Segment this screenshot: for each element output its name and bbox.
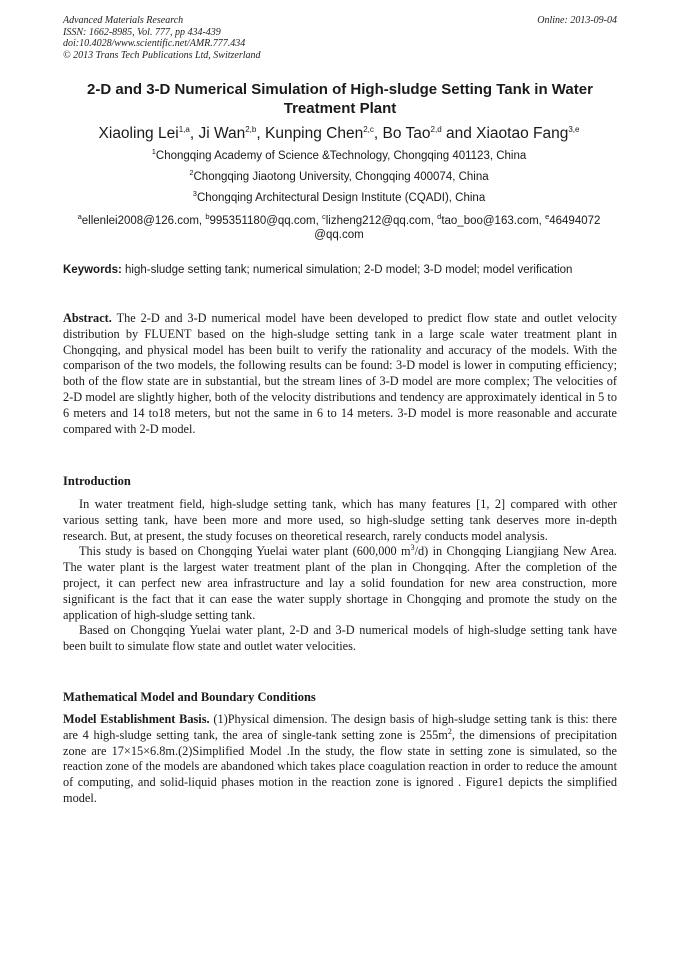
online-date: Online: 2013-09-04 [537,15,617,26]
affiliation: $^3$Chongqing Architectural Design Institute (CQADI), China [192,189,486,204]
abstract: Abstract. The 2-D and 3-D numerical model have been developed to predict flow state and outlet velocity distribution by FLUENT based on the high-sludge setting tank in a large scale water treatment plant in Chongqing, and physical model has been built to verify the rationality and accuracy of the models. With the comparison of the two models, the following results can be found: 3-D model is lower in computing efficiency; both of the flow state are in substantial, but the stream lines of 3-D model are more complex; The velocities of 2-D model are slightly higher, both of the velocity distributions and tendency are approximately identical in 5 to 6 meters and 14 to18 meters, but not the same in 6 to 14 meters. 3-D model is more reasonable and accurate compared with 2-D model. [63,311,617,436]
issn: ISSN: 1662-8985, Vol. 777, pp 434-439 [63,26,221,38]
author: Ji Wan$^{2,b}$, [198,124,265,142]
paragraph: Based on Chongqing Yuelai water plant, 2-D and 3-D numerical models of high-sludge setting tank have been built to simulate flow state and outlet water velocities. [63,623,617,654]
affiliation: $^1$Chongqing Academy of Science &Technology, Chongqing 401123, China [151,147,527,162]
author: Kunping Chen$^{2,c}$, [264,124,383,142]
affiliation: $^2$Chongqing Jiaotong University, Chongqing 400074, China [189,168,489,183]
paragraph: In water treatment field, high-sludge setting tank, which has many features [1, 2] compared with other various setting tank, have been more and more used, so high-sludge setting tank deserves more in-depth research. But, at present, the study focuses on theoretical research, rarely conducts model analysis. [63,497,617,543]
journal-header [63,15,617,61]
math-model-body [63,712,617,807]
paper-title: 2-D and 3-D Numerical Simulation of High-sludge Setting Tank in Water Treatment Plant [87,81,593,117]
keywords-label: Keywords: [63,264,122,276]
section-heading: Mathematical Model and Boundary Conditions [63,690,316,704]
author: Xiaoling Lei$^{1,a}$, [98,124,199,142]
abstract-label: Abstract. [63,311,112,325]
doi: doi:10.4028/www.scientific.net/AMR.777.434 [63,38,246,49]
journal-name: Advanced Materials Research [63,15,184,26]
paragraph: This study is based on Chongqing Yuelai water plant (600,000 $m^3/d$) in Chongqing Liangjiang New Area. The water plant is the largest water treatment plant of the plan in Chongqing. After the completion of the project, it can perfect new area infrastructure and lay a solid foundation for new area construction, more significant is the fact that it can ease the water supply shortage in Chongqing and promote the study on the application of high-sludge setting tank. [63,543,617,622]
keywords: Keywords: high-sludge setting tank; numerical simulation; 2-D model; 3-D model; model verification [63,264,573,276]
author: Bo Tao$^{2,d}$ and [382,124,477,142]
author-list [40,124,638,144]
paragraph: Model Establishment Basis. (1)Physical dimension. The design basis of high-sludge setting tank is this: there are 4 high-sludge setting tank, the area of single-tank setting zone is $255m^2$, the dimensions of precipitation zone are 17×15×6.8m.(2)Simplified Model .In the study, the flow state in setting zone is simulated, so the reaction zone of the models are abandoned which takes place coagulation reaction in order to reduce the amount of computing, and solid-liquid phases motion in the reaction zone is ignored . Figure1 depicts the simplified model. [63,712,617,805]
author: Xiaotao Fang$^{3,e}$ [476,124,580,142]
copyright: © 2013 Trans Tech Publications Ltd, Switzerland [63,49,261,61]
introduction-body [63,497,617,655]
author-emails: $^a$ellenlei2008@126.com, $^b$995351180@qq.com, $^c$lizheng212@qq.com, $^d$tao_boo@163.com, $^e$46494072 @qq.com [77,212,601,241]
journal-info [63,15,617,61]
run-in-heading: Model Establishment Basis. [63,712,210,726]
section-heading: Introduction [63,474,131,488]
